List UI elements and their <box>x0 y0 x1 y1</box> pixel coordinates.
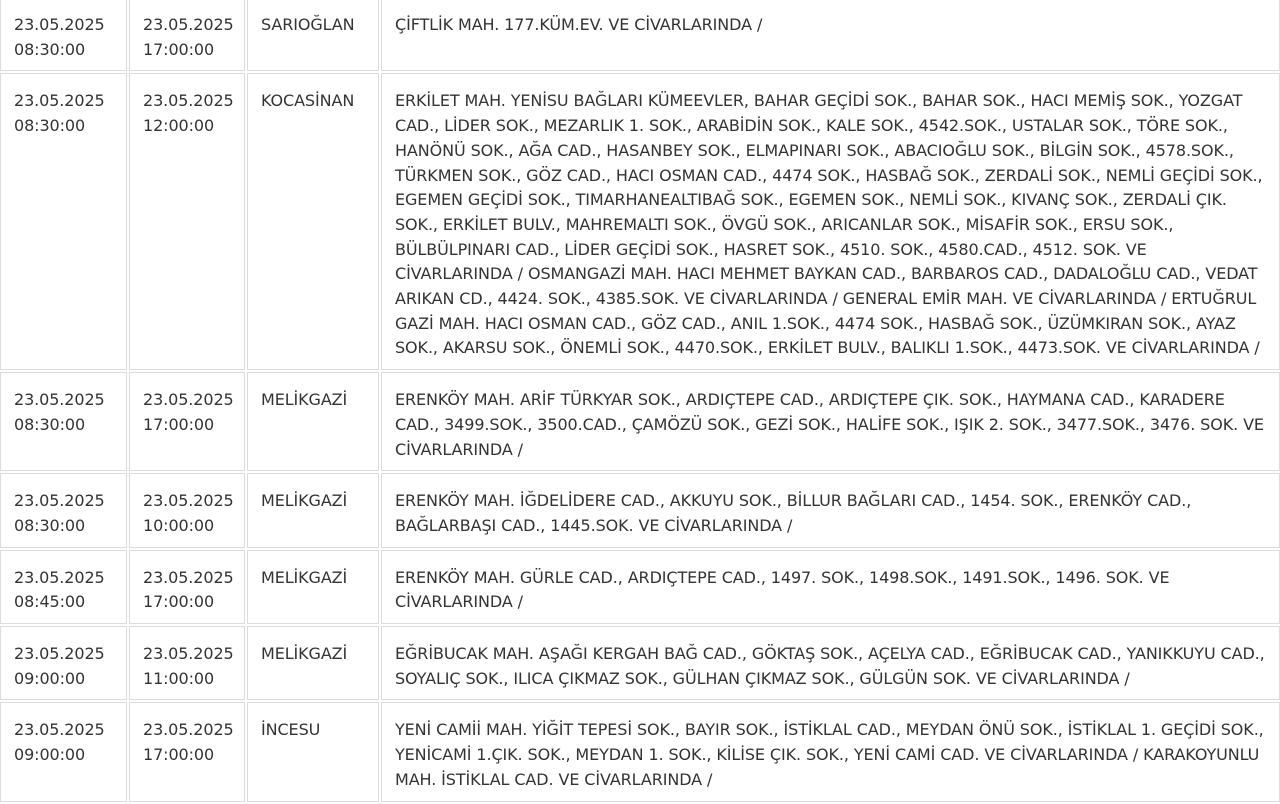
end-date: 23.05.2025 <box>143 491 234 511</box>
start-date: 23.05.2025 <box>14 91 105 111</box>
start-datetime-cell <box>0 73 127 370</box>
end-time: 17:00:00 <box>143 745 215 765</box>
affected-area-cell: EĞRİBUCAK MAH. AŞAĞI KERGAH BAĞ CAD., GÖKTAŞ SOK., AÇELYA CAD., EĞRİBUCAK CAD., YANIKKUYU CAD., SOYALIÇ SOK., ILICA ÇIKMAZ SOK., GÜLHAN ÇIKMAZ SOK., GÜLGÜN SOK. VE CİVARLARINDA / <box>381 626 1280 700</box>
table-row <box>0 0 1280 71</box>
end-datetime-cell <box>129 0 245 71</box>
start-time: 08:30:00 <box>14 515 86 535</box>
table-row <box>0 473 1280 547</box>
affected-area-cell: YENİ CAMİİ MAH. YİĞİT TEPESİ SOK., BAYIR SOK., İSTİKLAL CAD., MEYDAN ÖNÜ SOK., İSTİKLAL 1. GEÇİDİ SOK., YENİCAMİ 1.ÇIK. SOK., MEYDAN 1. SOK., KİLİSE ÇIK. SOK., YENİ CAMİ CAD. VE CİVARLARINDA / KARAKOYUNLU MAH. İSTİKLAL CAD. VE CİVARLARINDA / <box>381 702 1280 801</box>
end-datetime-cell <box>129 626 245 700</box>
affected-area-cell: ÇİFTLİK MAH. 177.KÜM.EV. VE CİVARLARINDA / <box>381 0 1280 71</box>
table-row <box>0 702 1280 801</box>
district-cell: İNCESU <box>247 702 379 801</box>
start-datetime-cell <box>0 626 127 700</box>
table-row <box>0 73 1280 370</box>
start-time: 08:30:00 <box>14 414 86 434</box>
start-datetime-cell <box>0 550 127 624</box>
start-time: 08:45:00 <box>14 592 86 612</box>
start-time: 09:00:00 <box>14 668 86 688</box>
affected-area-cell: ERENKÖY MAH. İĞDELİDERE CAD., AKKUYU SOK., BİLLUR BAĞLARI CAD., 1454. SOK., ERENKÖY CAD., BAĞLARBAŞI CAD., 1445.SOK. VE CİVARLARINDA / <box>381 473 1280 547</box>
start-date: 23.05.2025 <box>14 390 105 410</box>
end-time: 11:00:00 <box>143 668 215 688</box>
start-time: 09:00:00 <box>14 745 86 765</box>
table-row <box>0 626 1280 700</box>
end-date: 23.05.2025 <box>143 91 234 111</box>
district-cell: MELİKGAZİ <box>247 626 379 700</box>
start-date: 23.05.2025 <box>14 720 105 740</box>
end-datetime-cell <box>129 473 245 547</box>
start-datetime-cell <box>0 702 127 801</box>
affected-area-cell: ERENKÖY MAH. ARİF TÜRKYAR SOK., ARDIÇTEPE CAD., ARDIÇTEPE ÇIK. SOK., HAYMANA CAD., KARADERE CAD., 3499.SOK., 3500.CAD., ÇAMÖZÜ SOK., GEZİ SOK., HALİFE SOK., IŞIK 2. SOK., 3477.SOK., 3476. SOK. VE CİVARLARINDA / <box>381 372 1280 471</box>
end-date: 23.05.2025 <box>143 15 234 34</box>
start-time: 08:30:00 <box>14 39 86 59</box>
start-date: 23.05.2025 <box>14 567 105 587</box>
end-date: 23.05.2025 <box>143 390 234 410</box>
end-datetime-cell <box>129 372 245 471</box>
end-time: 17:00:00 <box>143 592 215 612</box>
table-row <box>0 372 1280 471</box>
district-cell: KOCASİNAN <box>247 73 379 370</box>
end-time: 12:00:00 <box>143 116 215 136</box>
start-date: 23.05.2025 <box>14 644 105 664</box>
start-datetime-cell <box>0 473 127 547</box>
end-time: 10:00:00 <box>143 515 215 535</box>
start-date: 23.05.2025 <box>14 491 105 511</box>
end-datetime-cell <box>129 702 245 801</box>
end-date: 23.05.2025 <box>143 644 234 664</box>
end-date: 23.05.2025 <box>143 720 234 740</box>
district-cell: MELİKGAZİ <box>247 550 379 624</box>
start-datetime-cell <box>0 372 127 471</box>
table-row <box>0 550 1280 624</box>
affected-area-cell: ERENKÖY MAH. GÜRLE CAD., ARDIÇTEPE CAD., 1497. SOK., 1498.SOK., 1491.SOK., 1496. SOK. VE CİVARLARINDA / <box>381 550 1280 624</box>
start-date: 23.05.2025 <box>14 15 105 34</box>
district-cell: SARIOĞLAN <box>247 0 379 71</box>
end-time: 17:00:00 <box>143 414 215 434</box>
district-cell: MELİKGAZİ <box>247 372 379 471</box>
end-date: 23.05.2025 <box>143 567 234 587</box>
end-datetime-cell <box>129 550 245 624</box>
affected-area-cell: ERKİLET MAH. YENİSU BAĞLARI KÜMEEVLER, BAHAR GEÇİDİ SOK., BAHAR SOK., HACI MEMİŞ SOK., YOZGAT CAD., LİDER SOK., MEZARLIK 1. SOK., ARABİDİN SOK., KALE SOK., 4542.SOK., USTALAR SOK., TÖRE SOK., HANÖNÜ SOK., AĞA CAD., HASANBEY SOK., ELMAPINARI SOK., ABACIOĞLU SOK., BİLGİN SOK., 4578.SOK., TÜRKMEN SOK., GÖZ CAD., HACI OSMAN CAD., 4474 SOK., HASBAĞ SOK., ZERDALİ SOK., NEMLİ GEÇİDİ SOK., EGEMEN GEÇİDİ SOK., TIMARHANEALTIBAĞ SOK., EGEMEN SOK., NEMLİ SOK., KIVANÇ SOK., ZERDALİ ÇIK. SOK., ERKİLET BULV., MAHREMALTI SOK., ÖVGÜ SOK., ARICANLAR SOK., MİSAFİR SOK., ERSU SOK., BÜLBÜLPINARI CAD., LİDER GEÇİDİ SOK., HASRET SOK., 4510. SOK., 4580.CAD., 4512. SOK. VE CİVARLARINDA / OSMANGAZİ MAH. HACI MEHMET BAYKAN CAD., BARBAROS CAD., DADALOĞLU CAD., VEDAT ARIKAN CD., 4424. SOK., 4385.SOK. VE CİVARLARINDA / GENERAL EMİR MAH. VE CİVARLARINDA / ERTUĞRUL GAZİ MAH. HACI OSMAN CAD., GÖZ CAD., ANIL 1.SOK., 4474 SOK., HASBAĞ SOK., ÜZÜMKIRAN SOK., AYAZ SOK., AKARSU SOK., ÖNEMLİ SOK., 4470.SOK., ERKİLET BULV., BALIKLI 1.SOK., 4473.SOK. VE CİVARLARINDA / <box>381 73 1280 370</box>
district-cell: MELİKGAZİ <box>247 473 379 547</box>
start-datetime-cell <box>0 0 127 71</box>
end-datetime-cell <box>129 73 245 370</box>
end-time: 17:00:00 <box>143 39 215 59</box>
start-time: 08:30:00 <box>14 116 86 136</box>
